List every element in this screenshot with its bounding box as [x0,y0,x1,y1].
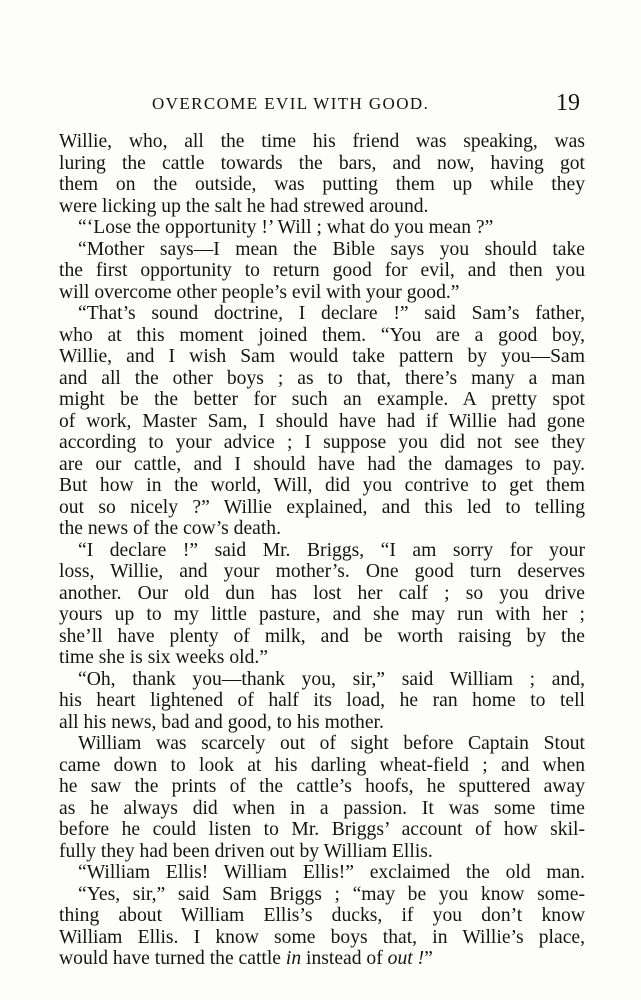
text-line: the news of the cow’s death. [59,518,281,539]
text-line: as he always did when in a passion. It was some time [59,797,585,819]
text-line: and all the other boys ; as to that, there’s many a man [59,367,585,389]
text-line: yours up to my little pasture, and she may run with her ; [59,604,585,625]
text-line: were licking up the salt he had strewed around. [59,195,429,217]
body-text [59,131,585,970]
text-line: of work, Master Sam, I should have had if Willie had gone [59,410,585,432]
text-line: out so nicely ?” Willie explained, and this led to telling [59,496,585,518]
text-line: his heart lightened of half its load, he ran home to tell [59,690,585,711]
text-line: “Yes, sir,” said Sam Briggs ; “may be you know some- [78,883,585,905]
text-line: William Ellis. I know some boys that, in Willie’s place, [59,926,585,948]
text-line: came down to look at his darling wheat-field ; and when [59,754,585,776]
text-line: “That’s sound doctrine, I declare !” said Sam’s father, [78,303,585,324]
text-line: she’ll have plenty of milk, and be worth raising by the [59,625,585,647]
text-line: “William Ellis! William Ellis!” exclaimed the old man. [78,862,585,883]
text-line: the first opportunity to return good for evil, and then you [59,260,585,281]
text-line: another. Our old dun has lost her calf ; so you drive [59,582,585,604]
text-line: “Mother says—I mean the Bible says you should take [78,238,585,260]
text-line: are our cattle, and I should have had the damages to pay. [59,453,585,475]
text-line: “Oh, thank you—thank you, sir,” said William ; and, [78,668,585,690]
text-line [59,948,585,970]
text-segment: instead of [301,948,388,969]
text-line: luring the cattle towards the bars, and now, having got [59,152,585,174]
text-line: “‘Lose the opportunity !’ Will ; what do you mean ?” [78,217,494,238]
text-line: them on the outside, was putting them up while they [59,174,585,195]
text-line: William was scarcely out of sight before Captain Stout [78,733,585,754]
text-line: before he could listen to Mr. Briggs’ account of how skil- [59,819,585,840]
page-number: 19 [556,90,580,116]
text-line: loss, Willie, and your mother’s. One good turn deserves [59,561,585,582]
text-segment: ” [424,948,433,969]
text-line: Willie, and I wish Sam would take pattern by you—Sam [59,346,585,367]
text-line: will overcome other people’s evil with your good.” [59,281,460,303]
text-line: fully they had been driven out by William Ellis. [59,840,433,862]
text-line: But how in the world, Will, did you contrive to get them [59,475,585,496]
text-line: thing about William Ellis’s ducks, if you don’t know [59,905,585,926]
running-head [60,90,580,120]
text-segment: would have turned the cattle [59,948,286,969]
running-title: OVERCOME EVIL WITH GOOD. [152,94,430,113]
text-line: according to your advice ; I suppose you did not see they [59,432,585,453]
italic-word: in [285,948,302,969]
text-line: who at this moment joined them. “You are a good boy, [59,324,585,346]
text-line: might be the better for such an example. A pretty spot [59,389,585,410]
text-line: all his news, bad and good, to his mother. [59,711,384,733]
text-line: he saw the prints of the cattle’s hoofs, he sputtered away [59,776,585,797]
text-line: “I declare !” said Mr. Briggs, “I am sorry for your [78,539,585,561]
text-line: Willie, who, all the time his friend was speaking, was [59,131,585,152]
italic-word: out ! [387,948,425,969]
text-line: time she is six weeks old.” [59,647,268,668]
